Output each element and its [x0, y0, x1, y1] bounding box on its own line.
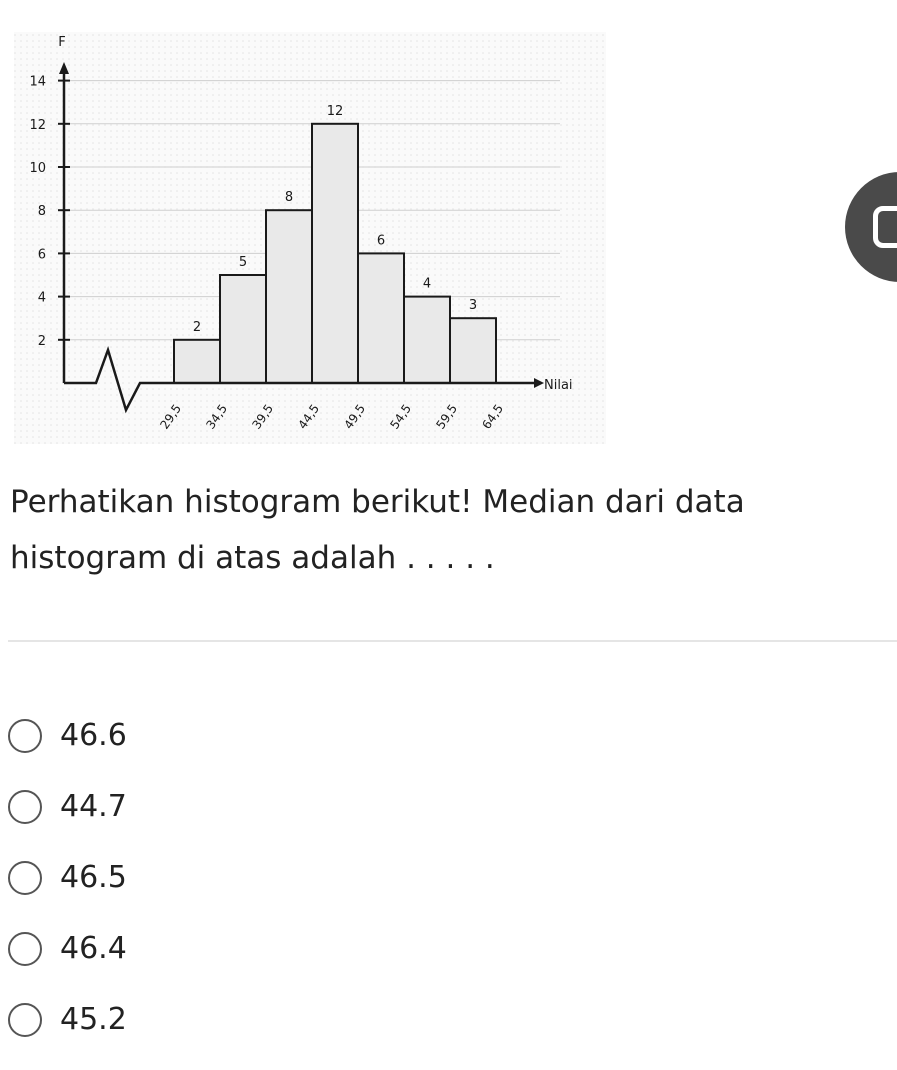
histogram-figure — [0, 20, 620, 450]
option-b[interactable] — [8, 771, 127, 842]
histogram-bar — [358, 253, 404, 383]
bar-value-label: 2 — [192, 319, 202, 335]
bar-value-label: 8 — [284, 190, 294, 206]
y-tick-label: 6 — [37, 247, 46, 263]
x-tick-label: 64,5 — [479, 401, 507, 432]
y-tick-label: 8 — [37, 204, 46, 220]
x-axis-label: Nilai — [544, 378, 573, 393]
option-label: 46.5 — [60, 860, 127, 895]
floating-action-button[interactable] — [845, 172, 897, 282]
y-tick-label: 4 — [37, 290, 46, 306]
bar-value-label: 6 — [376, 233, 386, 249]
histogram-bar — [220, 275, 266, 383]
histogram-chart — [0, 20, 620, 450]
x-tick-label: 39,5 — [249, 401, 277, 432]
option-e[interactable] — [8, 984, 127, 1055]
y-tick-label: 10 — [29, 161, 46, 176]
radio-button[interactable] — [8, 1003, 42, 1037]
histogram-bar — [450, 318, 496, 383]
option-a[interactable] — [8, 700, 127, 771]
x-tick-label: 54,5 — [387, 401, 415, 432]
histogram-bar — [174, 340, 220, 383]
bar-value-label: 5 — [238, 255, 248, 270]
option-label: 46.6 — [60, 718, 127, 753]
radio-button[interactable] — [8, 861, 42, 895]
x-tick-label: 34,5 — [203, 401, 231, 432]
radio-button[interactable] — [8, 932, 42, 966]
histogram-bar — [404, 297, 450, 383]
divider — [8, 640, 897, 642]
y-axis-label: F — [58, 35, 66, 50]
answer-options — [8, 700, 127, 1055]
bar-value-label: 4 — [422, 276, 432, 292]
option-label: 44.7 — [60, 789, 127, 824]
x-tick-label: 59,5 — [433, 401, 461, 432]
histogram-bar — [266, 210, 312, 383]
radio-button[interactable] — [8, 719, 42, 753]
y-tick-label: 12 — [29, 117, 46, 133]
x-tick-label: 49,5 — [341, 401, 369, 432]
bar-value-label: 12 — [326, 103, 344, 119]
y-tick-label: 14 — [29, 74, 46, 90]
x-tick-label: 44,5 — [295, 401, 323, 432]
question-text: Perhatikan histogram berikut! Median dari data histogram di atas adalah . . . . . — [10, 484, 745, 576]
y-tick-label: 2 — [37, 333, 46, 349]
option-c[interactable] — [8, 842, 127, 913]
bar-value-label: 3 — [468, 298, 478, 314]
histogram-bar — [312, 124, 358, 383]
document-icon — [873, 206, 897, 248]
option-label: 46.4 — [60, 931, 127, 966]
radio-button[interactable] — [8, 790, 42, 824]
option-d[interactable] — [8, 913, 127, 984]
option-label: 45.2 — [60, 1002, 127, 1037]
x-tick-label: 29,5 — [157, 401, 185, 432]
